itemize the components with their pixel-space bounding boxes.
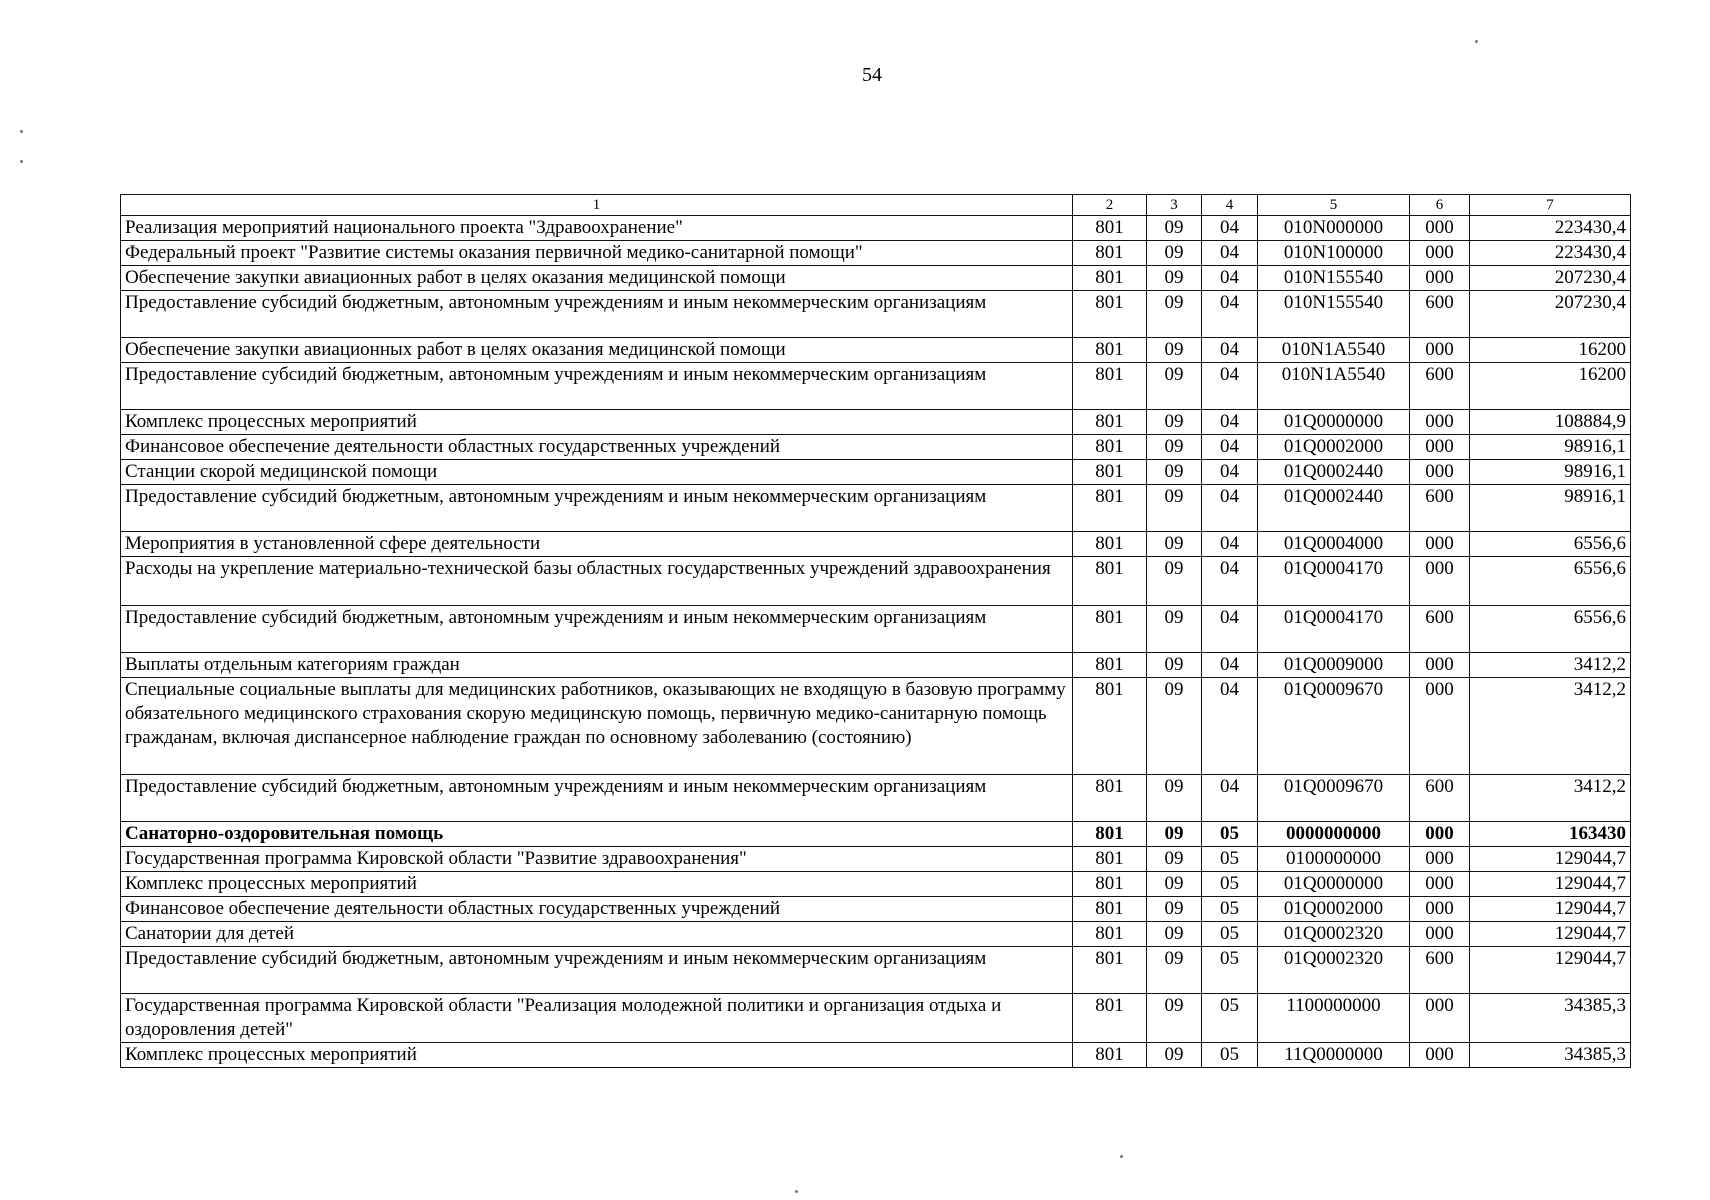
subsection-cell: 04 bbox=[1202, 338, 1258, 363]
row-name-cell: Предоставление субсидий бюджетным, автономным учреждениям и иным некоммерческим организациям bbox=[121, 775, 1073, 822]
header-cell: 1 bbox=[121, 195, 1073, 216]
table-row bbox=[121, 485, 1631, 532]
subsection-cell: 04 bbox=[1202, 678, 1258, 775]
budget-table bbox=[120, 194, 1631, 1068]
expense-type-cell: 600 bbox=[1410, 947, 1470, 994]
row-name-cell: Государственная программа Кировской области "Реализация молодежной политики и организация отдыха и оздоровления детей" bbox=[121, 994, 1073, 1043]
subsection-cell: 04 bbox=[1202, 241, 1258, 266]
table-row bbox=[121, 460, 1631, 485]
section-cell: 09 bbox=[1147, 241, 1202, 266]
subsection-cell: 04 bbox=[1202, 485, 1258, 532]
row-name-cell: Расходы на укрепление материально-технической базы областных государственных учреждений здравоохранения bbox=[121, 557, 1073, 606]
amount-cell: 129044,7 bbox=[1470, 897, 1631, 922]
row-name-cell: Комплекс процессных мероприятий bbox=[121, 872, 1073, 897]
subsection-cell: 04 bbox=[1202, 216, 1258, 241]
subsection-cell: 05 bbox=[1202, 847, 1258, 872]
expense-type-cell: 000 bbox=[1410, 532, 1470, 557]
amount-cell: 163430 bbox=[1470, 822, 1631, 847]
row-name-cell: Государственная программа Кировской области "Развитие здравоохранения" bbox=[121, 847, 1073, 872]
row-name-cell: Специальные социальные выплаты для медицинских работников, оказывающих не входящую в базовую программу обязательного медицинского страхования скорую медицинскую помощь, первичную медико-санитарную помощь гражданам, включая диспансерное наблюдение граждан по основному заболеванию (состоянию) bbox=[121, 678, 1073, 775]
section-cell: 09 bbox=[1147, 606, 1202, 653]
header-cell: 2 bbox=[1073, 195, 1147, 216]
section-cell: 09 bbox=[1147, 338, 1202, 363]
target-article-cell: 11Q0000000 bbox=[1258, 1043, 1410, 1068]
code-cell: 801 bbox=[1073, 266, 1147, 291]
target-article-cell: 01Q0004170 bbox=[1258, 557, 1410, 606]
row-name-cell: Предоставление субсидий бюджетным, автономным учреждениям и иным некоммерческим организациям bbox=[121, 485, 1073, 532]
row-name-cell: Федеральный проект "Развитие системы оказания первичной медико-санитарной помощи" bbox=[121, 241, 1073, 266]
section-cell: 09 bbox=[1147, 897, 1202, 922]
code-cell: 801 bbox=[1073, 216, 1147, 241]
amount-cell: 98916,1 bbox=[1470, 485, 1631, 532]
section-cell: 09 bbox=[1147, 922, 1202, 947]
table-row bbox=[121, 922, 1631, 947]
target-article-cell: 01Q0002000 bbox=[1258, 435, 1410, 460]
target-article-cell: 010N1A5540 bbox=[1258, 363, 1410, 410]
row-name-cell: Предоставление субсидий бюджетным, автономным учреждениям и иным некоммерческим организациям bbox=[121, 291, 1073, 338]
amount-cell: 3412,2 bbox=[1470, 678, 1631, 775]
table-row bbox=[121, 947, 1631, 994]
target-article-cell: 01Q0000000 bbox=[1258, 410, 1410, 435]
target-article-cell: 0000000000 bbox=[1258, 822, 1410, 847]
target-article-cell: 010N155540 bbox=[1258, 266, 1410, 291]
subsection-cell: 05 bbox=[1202, 922, 1258, 947]
section-cell: 09 bbox=[1147, 363, 1202, 410]
code-cell: 801 bbox=[1073, 485, 1147, 532]
amount-cell: 16200 bbox=[1470, 338, 1631, 363]
subsection-cell: 04 bbox=[1202, 557, 1258, 606]
amount-cell: 223430,4 bbox=[1470, 216, 1631, 241]
code-cell: 801 bbox=[1073, 338, 1147, 363]
table-row bbox=[121, 291, 1631, 338]
table-row bbox=[121, 216, 1631, 241]
table-row bbox=[121, 532, 1631, 557]
amount-cell: 129044,7 bbox=[1470, 922, 1631, 947]
section-cell: 09 bbox=[1147, 947, 1202, 994]
amount-cell: 207230,4 bbox=[1470, 291, 1631, 338]
target-article-cell: 010N100000 bbox=[1258, 241, 1410, 266]
section-cell: 09 bbox=[1147, 822, 1202, 847]
section-cell: 09 bbox=[1147, 485, 1202, 532]
expense-type-cell: 000 bbox=[1410, 994, 1470, 1043]
expense-type-cell: 000 bbox=[1410, 241, 1470, 266]
row-name-cell: Санаторно-оздоровительная помощь bbox=[121, 822, 1073, 847]
table-row bbox=[121, 994, 1631, 1043]
table-row bbox=[121, 822, 1631, 847]
code-cell: 801 bbox=[1073, 1043, 1147, 1068]
header-cell: 7 bbox=[1470, 195, 1631, 216]
table-row bbox=[121, 678, 1631, 775]
table-row bbox=[121, 1043, 1631, 1068]
section-cell: 09 bbox=[1147, 216, 1202, 241]
amount-cell: 98916,1 bbox=[1470, 460, 1631, 485]
code-cell: 801 bbox=[1073, 435, 1147, 460]
amount-cell: 3412,2 bbox=[1470, 775, 1631, 822]
target-article-cell: 01Q0009000 bbox=[1258, 653, 1410, 678]
subsection-cell: 04 bbox=[1202, 435, 1258, 460]
code-cell: 801 bbox=[1073, 532, 1147, 557]
amount-cell: 3412,2 bbox=[1470, 653, 1631, 678]
amount-cell: 129044,7 bbox=[1470, 947, 1631, 994]
row-name-cell: Станции скорой медицинской помощи bbox=[121, 460, 1073, 485]
scan-speck bbox=[20, 130, 23, 133]
table-row bbox=[121, 241, 1631, 266]
expense-type-cell: 000 bbox=[1410, 338, 1470, 363]
scan-speck bbox=[1475, 40, 1478, 43]
page-number: 54 bbox=[862, 64, 882, 86]
amount-cell: 16200 bbox=[1470, 363, 1631, 410]
code-cell: 801 bbox=[1073, 363, 1147, 410]
target-article-cell: 01Q0002320 bbox=[1258, 922, 1410, 947]
target-article-cell: 01Q0004170 bbox=[1258, 606, 1410, 653]
target-article-cell: 01Q0004000 bbox=[1258, 532, 1410, 557]
subsection-cell: 04 bbox=[1202, 291, 1258, 338]
code-cell: 801 bbox=[1073, 460, 1147, 485]
amount-cell: 34385,3 bbox=[1470, 1043, 1631, 1068]
subsection-cell: 04 bbox=[1202, 410, 1258, 435]
code-cell: 801 bbox=[1073, 922, 1147, 947]
row-name-cell: Санатории для детей bbox=[121, 922, 1073, 947]
code-cell: 801 bbox=[1073, 947, 1147, 994]
expense-type-cell: 600 bbox=[1410, 775, 1470, 822]
section-cell: 09 bbox=[1147, 653, 1202, 678]
section-cell: 09 bbox=[1147, 435, 1202, 460]
target-article-cell: 01Q0002000 bbox=[1258, 897, 1410, 922]
row-name-cell: Предоставление субсидий бюджетным, автономным учреждениям и иным некоммерческим организациям bbox=[121, 947, 1073, 994]
table-row bbox=[121, 410, 1631, 435]
expense-type-cell: 000 bbox=[1410, 435, 1470, 460]
row-name-cell: Комплекс процессных мероприятий bbox=[121, 1043, 1073, 1068]
expense-type-cell: 000 bbox=[1410, 1043, 1470, 1068]
row-name-cell: Финансовое обеспечение деятельности областных государственных учреждений bbox=[121, 435, 1073, 460]
table-row bbox=[121, 606, 1631, 653]
expense-type-cell: 600 bbox=[1410, 363, 1470, 410]
code-cell: 801 bbox=[1073, 872, 1147, 897]
row-name-cell: Обеспечение закупки авиационных работ в целях оказания медицинской помощи bbox=[121, 338, 1073, 363]
subsection-cell: 05 bbox=[1202, 1043, 1258, 1068]
code-cell: 801 bbox=[1073, 291, 1147, 338]
section-cell: 09 bbox=[1147, 291, 1202, 338]
row-name-cell: Выплаты отдельным категориям граждан bbox=[121, 653, 1073, 678]
expense-type-cell: 000 bbox=[1410, 678, 1470, 775]
header-cell: 6 bbox=[1410, 195, 1470, 216]
target-article-cell: 01Q0009670 bbox=[1258, 775, 1410, 822]
scan-speck bbox=[795, 1190, 798, 1193]
subsection-cell: 04 bbox=[1202, 606, 1258, 653]
expense-type-cell: 000 bbox=[1410, 653, 1470, 678]
code-cell: 801 bbox=[1073, 775, 1147, 822]
expense-type-cell: 000 bbox=[1410, 847, 1470, 872]
table-row bbox=[121, 775, 1631, 822]
target-article-cell: 010N155540 bbox=[1258, 291, 1410, 338]
table-row bbox=[121, 266, 1631, 291]
code-cell: 801 bbox=[1073, 241, 1147, 266]
section-cell: 09 bbox=[1147, 1043, 1202, 1068]
scan-speck bbox=[1120, 1155, 1123, 1158]
code-cell: 801 bbox=[1073, 897, 1147, 922]
section-cell: 09 bbox=[1147, 678, 1202, 775]
table-header-row bbox=[121, 195, 1631, 216]
section-cell: 09 bbox=[1147, 266, 1202, 291]
subsection-cell: 05 bbox=[1202, 872, 1258, 897]
amount-cell: 6556,6 bbox=[1470, 532, 1631, 557]
subsection-cell: 04 bbox=[1202, 532, 1258, 557]
amount-cell: 34385,3 bbox=[1470, 994, 1631, 1043]
amount-cell: 129044,7 bbox=[1470, 872, 1631, 897]
subsection-cell: 04 bbox=[1202, 266, 1258, 291]
expense-type-cell: 000 bbox=[1410, 897, 1470, 922]
section-cell: 09 bbox=[1147, 994, 1202, 1043]
expense-type-cell: 000 bbox=[1410, 216, 1470, 241]
target-article-cell: 010N000000 bbox=[1258, 216, 1410, 241]
table-row bbox=[121, 338, 1631, 363]
subsection-cell: 04 bbox=[1202, 775, 1258, 822]
expense-type-cell: 000 bbox=[1410, 822, 1470, 847]
code-cell: 801 bbox=[1073, 994, 1147, 1043]
code-cell: 801 bbox=[1073, 653, 1147, 678]
row-name-cell: Предоставление субсидий бюджетным, автономным учреждениям и иным некоммерческим организациям bbox=[121, 363, 1073, 410]
target-article-cell: 01Q0002320 bbox=[1258, 947, 1410, 994]
expense-type-cell: 600 bbox=[1410, 606, 1470, 653]
section-cell: 09 bbox=[1147, 557, 1202, 606]
subsection-cell: 05 bbox=[1202, 994, 1258, 1043]
expense-type-cell: 000 bbox=[1410, 266, 1470, 291]
subsection-cell: 04 bbox=[1202, 460, 1258, 485]
amount-cell: 207230,4 bbox=[1470, 266, 1631, 291]
table-row bbox=[121, 363, 1631, 410]
header-cell: 3 bbox=[1147, 195, 1202, 216]
amount-cell: 98916,1 bbox=[1470, 435, 1631, 460]
section-cell: 09 bbox=[1147, 460, 1202, 485]
row-name-cell: Обеспечение закупки авиационных работ в целях оказания медицинской помощи bbox=[121, 266, 1073, 291]
target-article-cell: 01Q0002440 bbox=[1258, 485, 1410, 532]
amount-cell: 6556,6 bbox=[1470, 606, 1631, 653]
expense-type-cell: 000 bbox=[1410, 557, 1470, 606]
expense-type-cell: 000 bbox=[1410, 460, 1470, 485]
target-article-cell: 010N1A5540 bbox=[1258, 338, 1410, 363]
row-name-cell: Предоставление субсидий бюджетным, автономным учреждениям и иным некоммерческим организациям bbox=[121, 606, 1073, 653]
amount-cell: 129044,7 bbox=[1470, 847, 1631, 872]
subsection-cell: 04 bbox=[1202, 653, 1258, 678]
scan-speck bbox=[20, 160, 23, 163]
section-cell: 09 bbox=[1147, 847, 1202, 872]
section-cell: 09 bbox=[1147, 775, 1202, 822]
expense-type-cell: 600 bbox=[1410, 485, 1470, 532]
expense-type-cell: 000 bbox=[1410, 410, 1470, 435]
code-cell: 801 bbox=[1073, 847, 1147, 872]
code-cell: 801 bbox=[1073, 678, 1147, 775]
amount-cell: 108884,9 bbox=[1470, 410, 1631, 435]
header-cell: 5 bbox=[1258, 195, 1410, 216]
code-cell: 801 bbox=[1073, 410, 1147, 435]
row-name-cell: Реализация мероприятий национального проекта "Здравоохранение" bbox=[121, 216, 1073, 241]
target-article-cell: 0100000000 bbox=[1258, 847, 1410, 872]
target-article-cell: 1100000000 bbox=[1258, 994, 1410, 1043]
target-article-cell: 01Q0009670 bbox=[1258, 678, 1410, 775]
code-cell: 801 bbox=[1073, 557, 1147, 606]
amount-cell: 223430,4 bbox=[1470, 241, 1631, 266]
subsection-cell: 05 bbox=[1202, 947, 1258, 994]
table-row bbox=[121, 557, 1631, 606]
row-name-cell: Финансовое обеспечение деятельности областных государственных учреждений bbox=[121, 897, 1073, 922]
target-article-cell: 01Q0000000 bbox=[1258, 872, 1410, 897]
row-name-cell: Комплекс процессных мероприятий bbox=[121, 410, 1073, 435]
row-name-cell: Мероприятия в установленной сфере деятельности bbox=[121, 532, 1073, 557]
expense-type-cell: 000 bbox=[1410, 922, 1470, 947]
amount-cell: 6556,6 bbox=[1470, 557, 1631, 606]
expense-type-cell: 000 bbox=[1410, 872, 1470, 897]
table-row bbox=[121, 435, 1631, 460]
table-row bbox=[121, 653, 1631, 678]
target-article-cell: 01Q0002440 bbox=[1258, 460, 1410, 485]
table-row bbox=[121, 897, 1631, 922]
code-cell: 801 bbox=[1073, 822, 1147, 847]
subsection-cell: 05 bbox=[1202, 822, 1258, 847]
expense-type-cell: 600 bbox=[1410, 291, 1470, 338]
subsection-cell: 04 bbox=[1202, 363, 1258, 410]
table-row bbox=[121, 872, 1631, 897]
subsection-cell: 05 bbox=[1202, 897, 1258, 922]
section-cell: 09 bbox=[1147, 410, 1202, 435]
code-cell: 801 bbox=[1073, 606, 1147, 653]
header-cell: 4 bbox=[1202, 195, 1258, 216]
section-cell: 09 bbox=[1147, 532, 1202, 557]
table-row bbox=[121, 847, 1631, 872]
section-cell: 09 bbox=[1147, 872, 1202, 897]
